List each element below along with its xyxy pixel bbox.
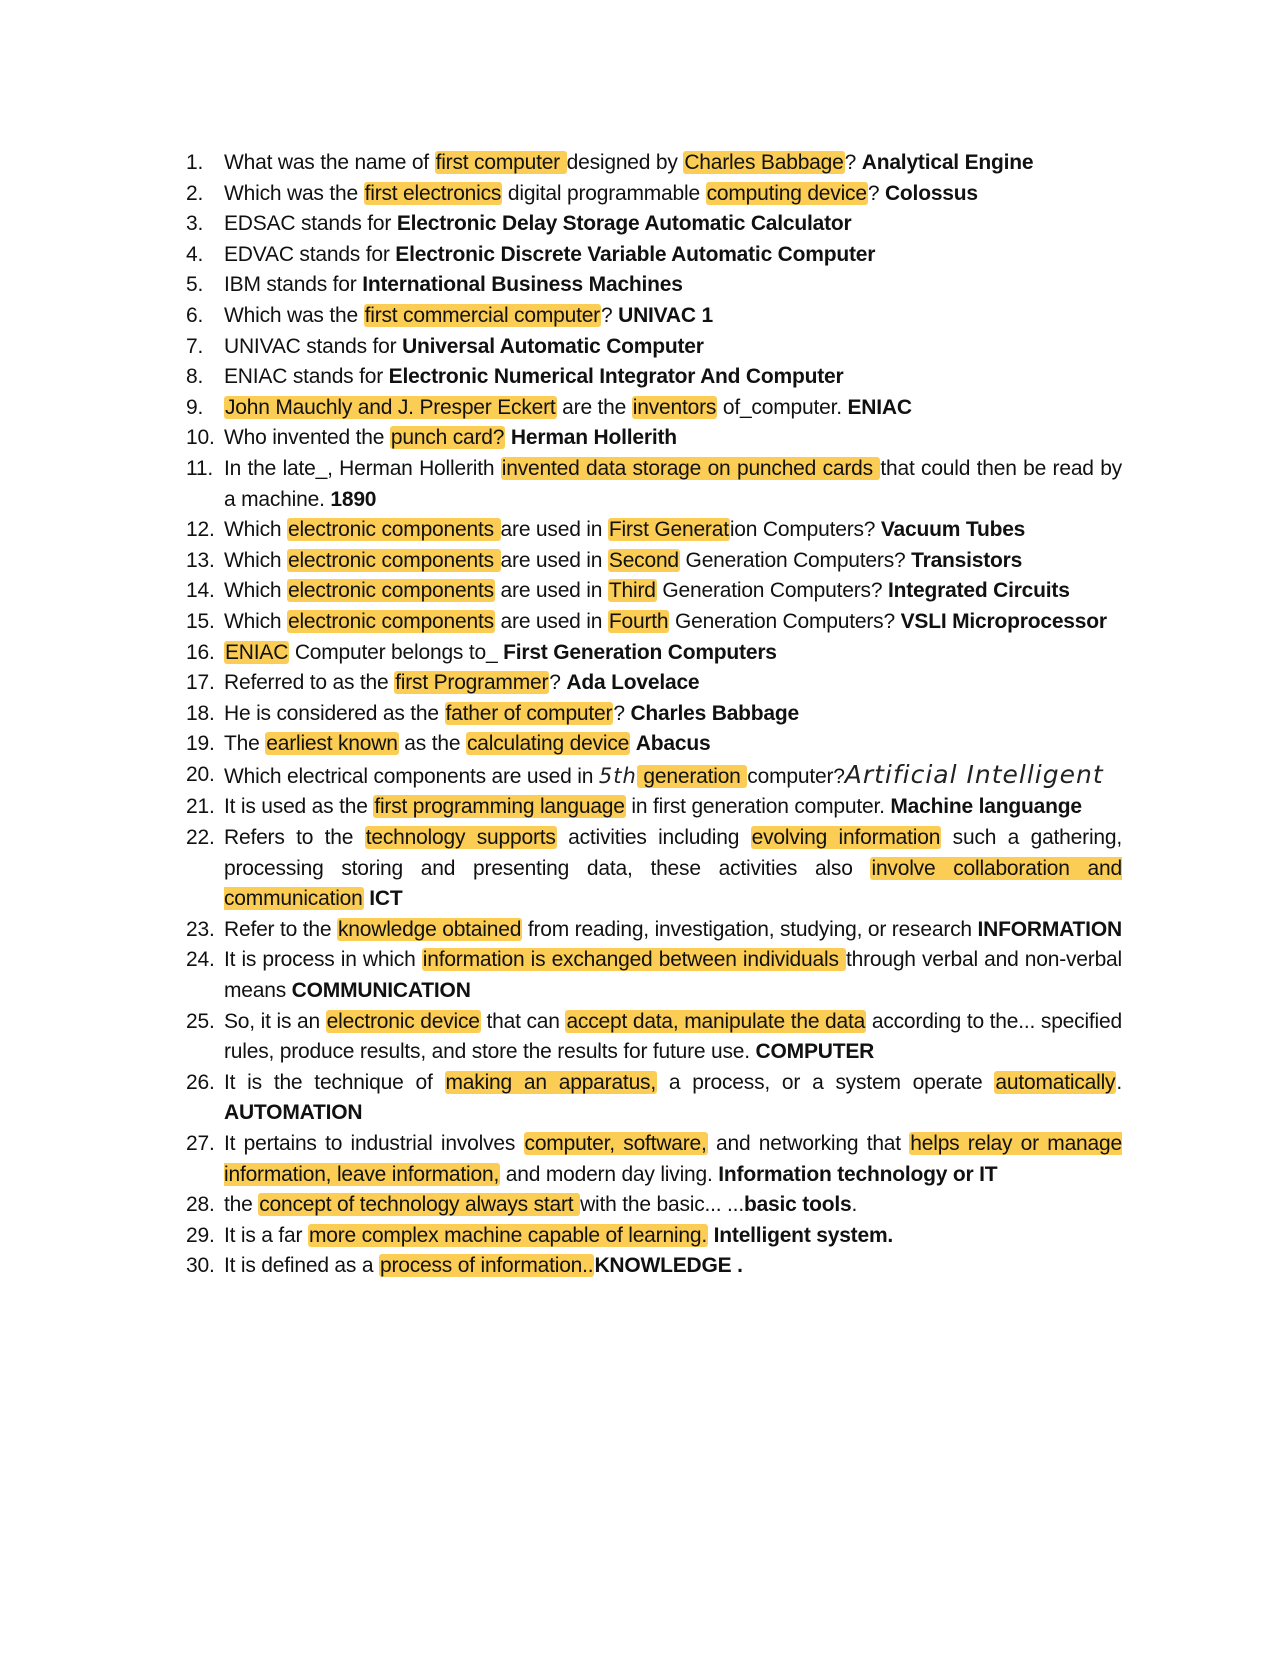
item-number: 26.: [186, 1070, 215, 1094]
question-text: Refer to the: [224, 917, 337, 941]
highlighted-text: automatically: [995, 1070, 1116, 1094]
list-item: [186, 729, 1122, 760]
highlighted-text: concept of technology always start: [259, 1193, 580, 1217]
item-number: 12.: [186, 518, 215, 542]
item-number: 15.: [186, 609, 215, 633]
answer-text: Abacus: [635, 732, 711, 756]
highlighted-text: Fourth: [608, 609, 669, 633]
question-text: IBM stands for: [224, 273, 363, 297]
item-number: 4.: [186, 242, 204, 266]
highlighted-text: knowledge obtained: [337, 917, 522, 941]
question-text: computer?: [747, 764, 845, 788]
highlighted-text: computing device: [706, 181, 867, 205]
question-text: It is process in which: [224, 948, 422, 972]
list-item: [186, 209, 1122, 240]
highlighted-text: ENIAC: [225, 640, 289, 664]
item-number: 21.: [186, 795, 215, 819]
question-text: designed by: [566, 151, 684, 174]
question-text: from reading, investigation, studying, or research: [522, 917, 978, 941]
item-number: 24.: [186, 948, 215, 972]
question-text: It is the technique of: [224, 1070, 445, 1094]
question-text: Which was the: [224, 181, 364, 205]
question-text: of_computer.: [717, 395, 848, 419]
highlighted-text: First Generat: [608, 518, 729, 542]
answer-text: COMPUTER: [755, 1040, 875, 1064]
highlighted-text: electronic components: [287, 609, 494, 633]
question-text: It is a far: [224, 1223, 308, 1247]
question-text: EDVAC stands for: [224, 242, 396, 266]
item-number: 28.: [186, 1193, 215, 1217]
question-text: It pertains to industrial involves: [224, 1132, 524, 1155]
answer-text: ENIAC: [847, 395, 912, 419]
highlighted-text: first commercial computer: [364, 303, 600, 327]
highlighted-text: computer, software,: [524, 1132, 707, 1155]
highlighted-text: John Mauchly and J. Presper Eckert: [225, 395, 556, 419]
handwritten-answer: Artificial Intelligent: [844, 759, 1104, 789]
highlighted-text: invented data storage on punched cards: [501, 456, 880, 480]
item-number: 10.: [186, 426, 215, 450]
question-text: Which: [224, 579, 287, 603]
list-item: [186, 945, 1122, 1006]
highlighted-text: father of computer: [445, 701, 613, 725]
answer-text: Electronic Discrete Variable Automatic Computer: [395, 242, 876, 266]
list-item: [186, 270, 1122, 301]
list-item: [186, 1221, 1122, 1252]
list-item: [186, 240, 1122, 271]
question-text: ?: [867, 181, 885, 205]
answer-text: Information technology or IT: [718, 1162, 998, 1186]
highlighted-text: involve collaboration and communication: [224, 856, 1122, 911]
question-text: through verbal and non-verbal means: [224, 948, 1122, 1003]
question-text: The: [224, 732, 266, 756]
question-text: What was the name of: [224, 151, 435, 174]
item-number: 27.: [186, 1132, 215, 1155]
answer-text: COMMUNICATION: [291, 979, 471, 1003]
list-item: [186, 454, 1122, 515]
list-item: [186, 546, 1122, 577]
item-number: 1.: [186, 151, 204, 174]
highlighted-text: technology supports: [365, 826, 556, 850]
highlighted-text: earliest known: [266, 732, 398, 756]
highlighted-text: Charles Babbage: [684, 151, 844, 174]
question-text: Generation Computers?: [669, 609, 901, 633]
highlighted-text: electronic components: [287, 579, 494, 603]
highlighted-text: process of information..: [379, 1254, 594, 1278]
question-text: Which electrical components are used in: [224, 764, 599, 788]
list-item: [186, 915, 1122, 946]
answer-text: Electronic Numerical Integrator And Computer: [388, 365, 844, 389]
answer-text: International Business Machines: [362, 273, 683, 297]
list-item: [186, 393, 1122, 424]
highlighted-text: Second: [608, 548, 679, 572]
question-text: ?: [844, 151, 862, 174]
highlighted-text: punch card?: [390, 426, 505, 450]
question-text: in first generation computer.: [625, 795, 891, 819]
item-number: 20.: [186, 762, 215, 786]
question-text: that could then be read by a machine.: [224, 456, 1122, 511]
answer-text: 1890: [330, 487, 377, 511]
list-item: [186, 760, 1122, 793]
list-item: [186, 301, 1122, 332]
item-number: 30.: [186, 1254, 215, 1278]
answer-text: Herman Hollerith: [510, 426, 677, 450]
item-number: 11.: [186, 456, 214, 480]
question-text: Which: [224, 548, 287, 572]
highlighted-text: electronic components: [287, 518, 500, 542]
item-number: 23.: [186, 917, 215, 941]
question-text: that can: [480, 1009, 566, 1033]
item-number: 2.: [186, 181, 204, 205]
highlighted-text: first programming language: [374, 795, 625, 819]
highlighted-text: electronic device: [326, 1009, 480, 1033]
highlighted-text: information is exchanged between individuals: [422, 948, 845, 972]
question-text: are used in: [500, 548, 608, 572]
question-text: the: [224, 1193, 259, 1217]
highlighted-text: first electronics: [364, 181, 502, 205]
question-text: Computer belongs to_: [289, 640, 504, 664]
item-number: 5.: [186, 273, 204, 297]
question-text: with the basic... ...: [580, 1193, 744, 1217]
list-item: [186, 1129, 1122, 1190]
highlighted-text: helps relay or manage information, leave information,: [224, 1132, 1122, 1186]
question-text: Who invented the: [224, 426, 390, 450]
question-text: and networking that: [707, 1132, 910, 1155]
highlighted-text: calculating device: [466, 732, 630, 756]
question-text: It is used as the: [224, 795, 374, 819]
question-text: Which: [224, 609, 287, 633]
question-text: activities including: [556, 826, 751, 850]
highlighted-text: evolving information: [751, 826, 941, 850]
list-item: [186, 179, 1122, 210]
item-number: 16.: [186, 640, 215, 664]
list-item: [186, 423, 1122, 454]
question-text: It is defined as a: [224, 1254, 379, 1278]
question-text: ?: [549, 671, 567, 695]
answer-text: UNIVAC 1: [618, 303, 713, 327]
question-text: such a gathering, processing storing and presenting data, these activities also: [224, 826, 1122, 880]
answer-text: Integrated Circuits: [887, 579, 1070, 603]
question-text: He is considered as the: [224, 701, 445, 725]
answer-text: Transistors: [911, 548, 1023, 572]
question-text: UNIVAC stands for: [224, 334, 403, 358]
highlighted-text: first Programmer: [395, 671, 549, 695]
highlighted-text: accept data, manipulate the data: [566, 1009, 866, 1033]
list-item: [186, 668, 1122, 699]
question-list: [186, 148, 1122, 1282]
answer-text: Analytical Engine: [861, 151, 1034, 174]
question-text: Which was the: [224, 303, 364, 327]
highlighted-text: Third: [608, 579, 656, 603]
answer-text: AUTOMATION: [224, 1101, 363, 1125]
question-text: In the late_, Herman Hollerith: [224, 456, 501, 480]
question-text: Generation Computers?: [656, 579, 888, 603]
list-item: [186, 515, 1122, 546]
question-text: a process, or a system operate: [656, 1070, 995, 1094]
highlighted-text: making an apparatus,: [445, 1070, 656, 1094]
item-number: 19.: [186, 732, 215, 756]
question-text: Generation Computers?: [679, 548, 912, 572]
item-number: 9.: [186, 395, 204, 419]
question-text: digital programmable: [502, 181, 706, 205]
handwritten-note: 5th: [598, 763, 637, 788]
highlighted-text: inventors: [632, 395, 717, 419]
item-number: 14.: [186, 579, 215, 603]
item-number: 6.: [186, 303, 204, 327]
item-number: 17.: [186, 671, 215, 695]
highlighted-text: first computer: [435, 151, 566, 174]
item-number: 25.: [186, 1009, 215, 1033]
highlighted-text: generation: [637, 764, 747, 788]
question-text: Referred to as the: [224, 671, 395, 695]
question-text: ?: [613, 701, 631, 725]
answer-text: basic tools: [743, 1193, 852, 1217]
question-text: are the: [556, 395, 632, 419]
answer-text: Intelligent system.: [713, 1223, 894, 1247]
list-item: [186, 362, 1122, 393]
highlighted-text: more complex machine capable of learning.: [308, 1223, 707, 1247]
answer-text: INFORMATION: [977, 917, 1122, 941]
answer-text: Machine languange: [890, 795, 1082, 819]
list-item: [186, 638, 1122, 669]
answer-text: Colossus: [884, 181, 978, 205]
question-text: Refers to the: [224, 826, 365, 850]
question-text: are used in: [494, 579, 608, 603]
question-text: according to the... specified rules, produce results, and store the results for future use.: [224, 1009, 1122, 1064]
question-text: and modern day living.: [500, 1162, 719, 1186]
item-number: 18.: [186, 701, 215, 725]
answer-text: Charles Babbage: [630, 701, 800, 725]
question-text: are used in: [494, 609, 608, 633]
answer-text: ICT: [369, 887, 403, 911]
list-item: [186, 823, 1122, 915]
answer-text: KNOWLEDGE .: [594, 1254, 743, 1278]
question-text: So, it is an: [224, 1009, 326, 1033]
highlighted-text: electronic components: [287, 548, 500, 572]
question-text: .: [1116, 1070, 1122, 1094]
list-item: [186, 1007, 1122, 1068]
list-item: [186, 148, 1122, 179]
list-item: [186, 576, 1122, 607]
question-text: ion Computers?: [729, 518, 881, 542]
item-number: 22.: [186, 826, 215, 850]
item-number: 8.: [186, 365, 204, 389]
list-item: [186, 1068, 1122, 1129]
item-number: 3.: [186, 212, 204, 236]
question-text: as the: [398, 732, 466, 756]
question-text: EDSAC stands for: [224, 212, 397, 236]
question-text: are used in: [500, 518, 608, 542]
list-item: [186, 1190, 1122, 1221]
question-text: Which: [224, 518, 287, 542]
question-text: .: [851, 1193, 858, 1217]
answer-text: Electronic Delay Storage Automatic Calculator: [396, 212, 852, 236]
question-text: ?: [600, 303, 619, 327]
list-item: [186, 607, 1122, 638]
answer-text: First Generation Computers: [503, 640, 777, 664]
answer-text: Ada Lovelace: [566, 671, 700, 695]
item-number: 7.: [186, 334, 204, 358]
question-text: ENIAC stands for: [224, 365, 389, 389]
list-item: [186, 332, 1122, 363]
answer-text: Vacuum Tubes: [880, 518, 1026, 542]
answer-text: Universal Automatic Computer: [402, 334, 704, 358]
item-number: 13.: [186, 548, 215, 572]
list-item: [186, 792, 1122, 823]
answer-text: VSLI Microprocessor: [900, 609, 1107, 633]
list-item: [186, 1251, 1122, 1282]
list-item: [186, 699, 1122, 730]
item-number: 29.: [186, 1223, 215, 1247]
